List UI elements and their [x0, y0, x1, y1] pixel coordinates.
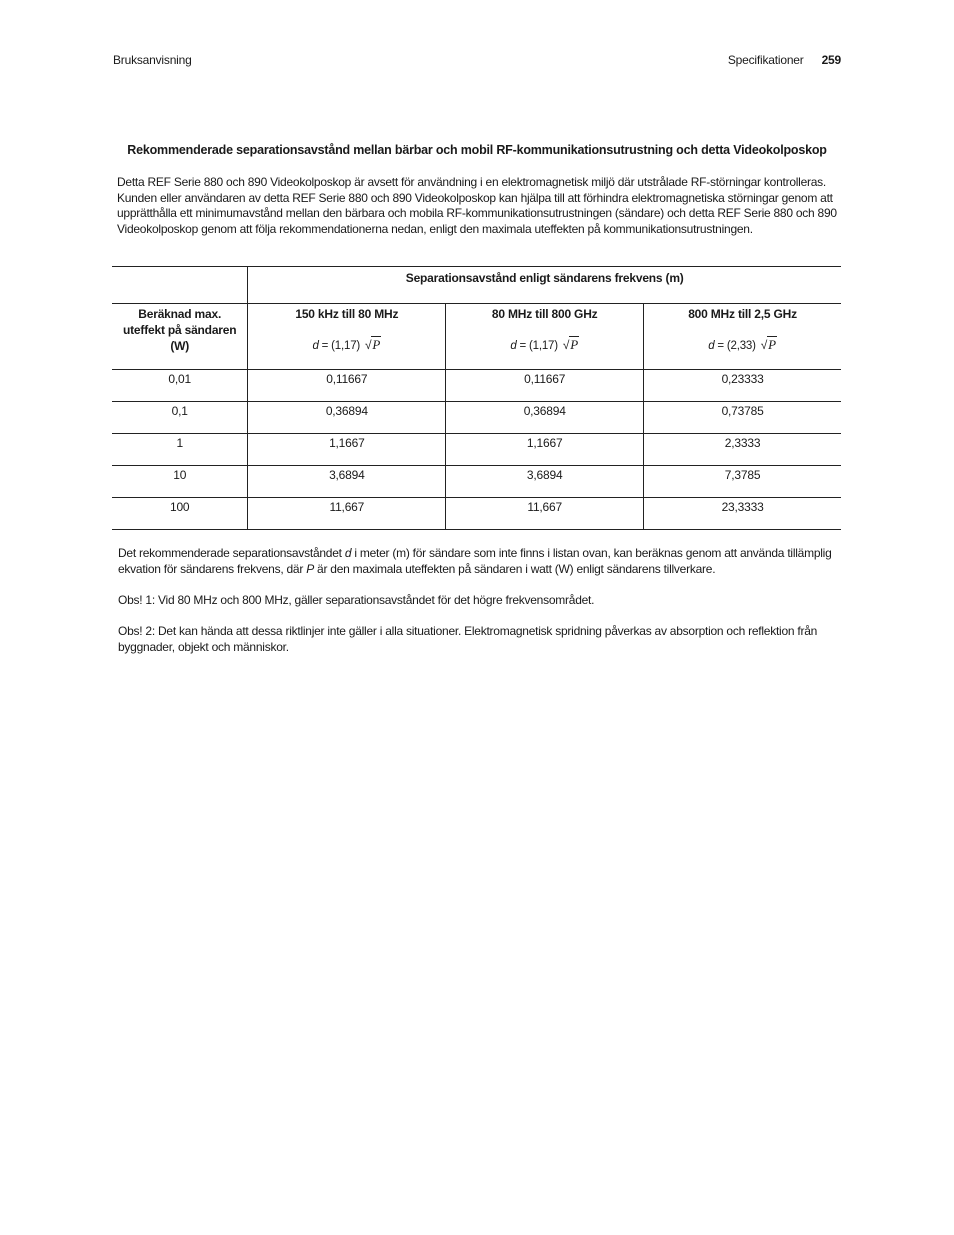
distance-cell: 0,36894 [248, 402, 446, 434]
running-header-title: Bruksanvisning [113, 53, 192, 67]
distance-cell: 0,73785 [644, 402, 841, 434]
formula: d = (2,33) √P [708, 337, 776, 352]
column-header-800mhz-2-5ghz: 800 MHz till 2,5 GHz d = (2,33) √P [644, 304, 841, 370]
table-row [112, 402, 841, 434]
formula: d = (1,17) √P [510, 337, 579, 352]
table-row [112, 434, 841, 466]
square-root-symbol: √P [562, 337, 579, 352]
table-row [112, 370, 841, 402]
empty-corner-cell [112, 267, 248, 304]
distance-cell: 11,667 [248, 498, 446, 530]
power-cell: 0,01 [112, 370, 248, 402]
separation-distance-table [112, 266, 841, 530]
distance-cell: 2,3333 [644, 434, 841, 466]
page-number: 259 [821, 53, 841, 67]
intro-paragraph: Detta REF Serie 880 och 890 Videokolposkop är avsett för användning i en elektromagnetisk miljö där utstrålade RF-störningar kontrolleras. Kunden eller användaren av detta REF Serie 880 och 890 Videokolposkop kan hjälpa till att förhindra elektromagnetiska störningar genom att upprätthålla ett minimumavstånd mellan den bärbara och mobila RF-kommunikationsutrustningen (sändare) och detta REF Serie 880 och 890 Videokolposkop genom att följa rekommendationerna nedan, enligt den maximala uteffekten på kommunikationsutrustningen. [117, 175, 837, 236]
distance-cell: 3,6894 [248, 466, 446, 498]
square-root-symbol: √P [760, 337, 776, 352]
note-1: Obs! 1: Vid 80 MHz och 800 MHz, gäller separationsavståndet för det högre frekvensområdet. [118, 593, 595, 607]
table-row [112, 466, 841, 498]
note-formula-explanation: Det rekommenderade separationsavståndet d i meter (m) för sändare som inte finns i listan ovan, kan beräknas genom att använda tillämplig ekvation för sändarens frekvens, där P är den maximala uteffekten på sändaren i watt (W) enligt sändarens tillverkare. [118, 546, 832, 576]
distance-cell: 23,3333 [644, 498, 841, 530]
distance-cell: 11,667 [446, 498, 644, 530]
distance-cell: 0,23333 [644, 370, 841, 402]
distance-cell: 0,11667 [446, 370, 644, 402]
running-header-right [728, 53, 841, 67]
distance-cell: 1,1667 [446, 434, 644, 466]
distance-cell: 1,1667 [248, 434, 446, 466]
section-name: Specifikationer [727, 53, 804, 67]
table-title: Rekommenderade separationsavstånd mellan bärbar och mobil RF-kommunikationsutrustning och detta Videokolposkop [127, 143, 827, 157]
distance-cell: 7,3785 [644, 466, 841, 498]
column-header-80mhz-800ghz: 80 MHz till 800 GHz d = (1,17) √P [446, 304, 644, 370]
power-cell: 0,1 [112, 402, 248, 434]
power-cell: 100 [112, 498, 248, 530]
table-row [112, 498, 841, 530]
square-root-symbol: √P [365, 337, 381, 352]
formula: d = (1,17) √P [312, 337, 381, 352]
power-column-header: Beräknad max. uteffekt på sändaren (W) [112, 304, 248, 370]
power-cell: 1 [112, 434, 248, 466]
distance-cell: 0,36894 [446, 402, 644, 434]
distance-cell: 0,11667 [248, 370, 446, 402]
power-cell: 10 [112, 466, 248, 498]
group-header: Separationsavstånd enligt sändarens frekvens (m) [248, 267, 841, 304]
distance-cell: 3,6894 [446, 466, 644, 498]
note-2: Obs! 2: Det kan hända att dessa riktlinjer inte gäller i alla situationer. Elektromagnetisk spridning påverkas av absorption och reflektion från byggnader, objekt och människor. [118, 624, 818, 654]
column-header-150khz-80mhz: 150 kHz till 80 MHz d = (1,17) √P [248, 304, 446, 370]
